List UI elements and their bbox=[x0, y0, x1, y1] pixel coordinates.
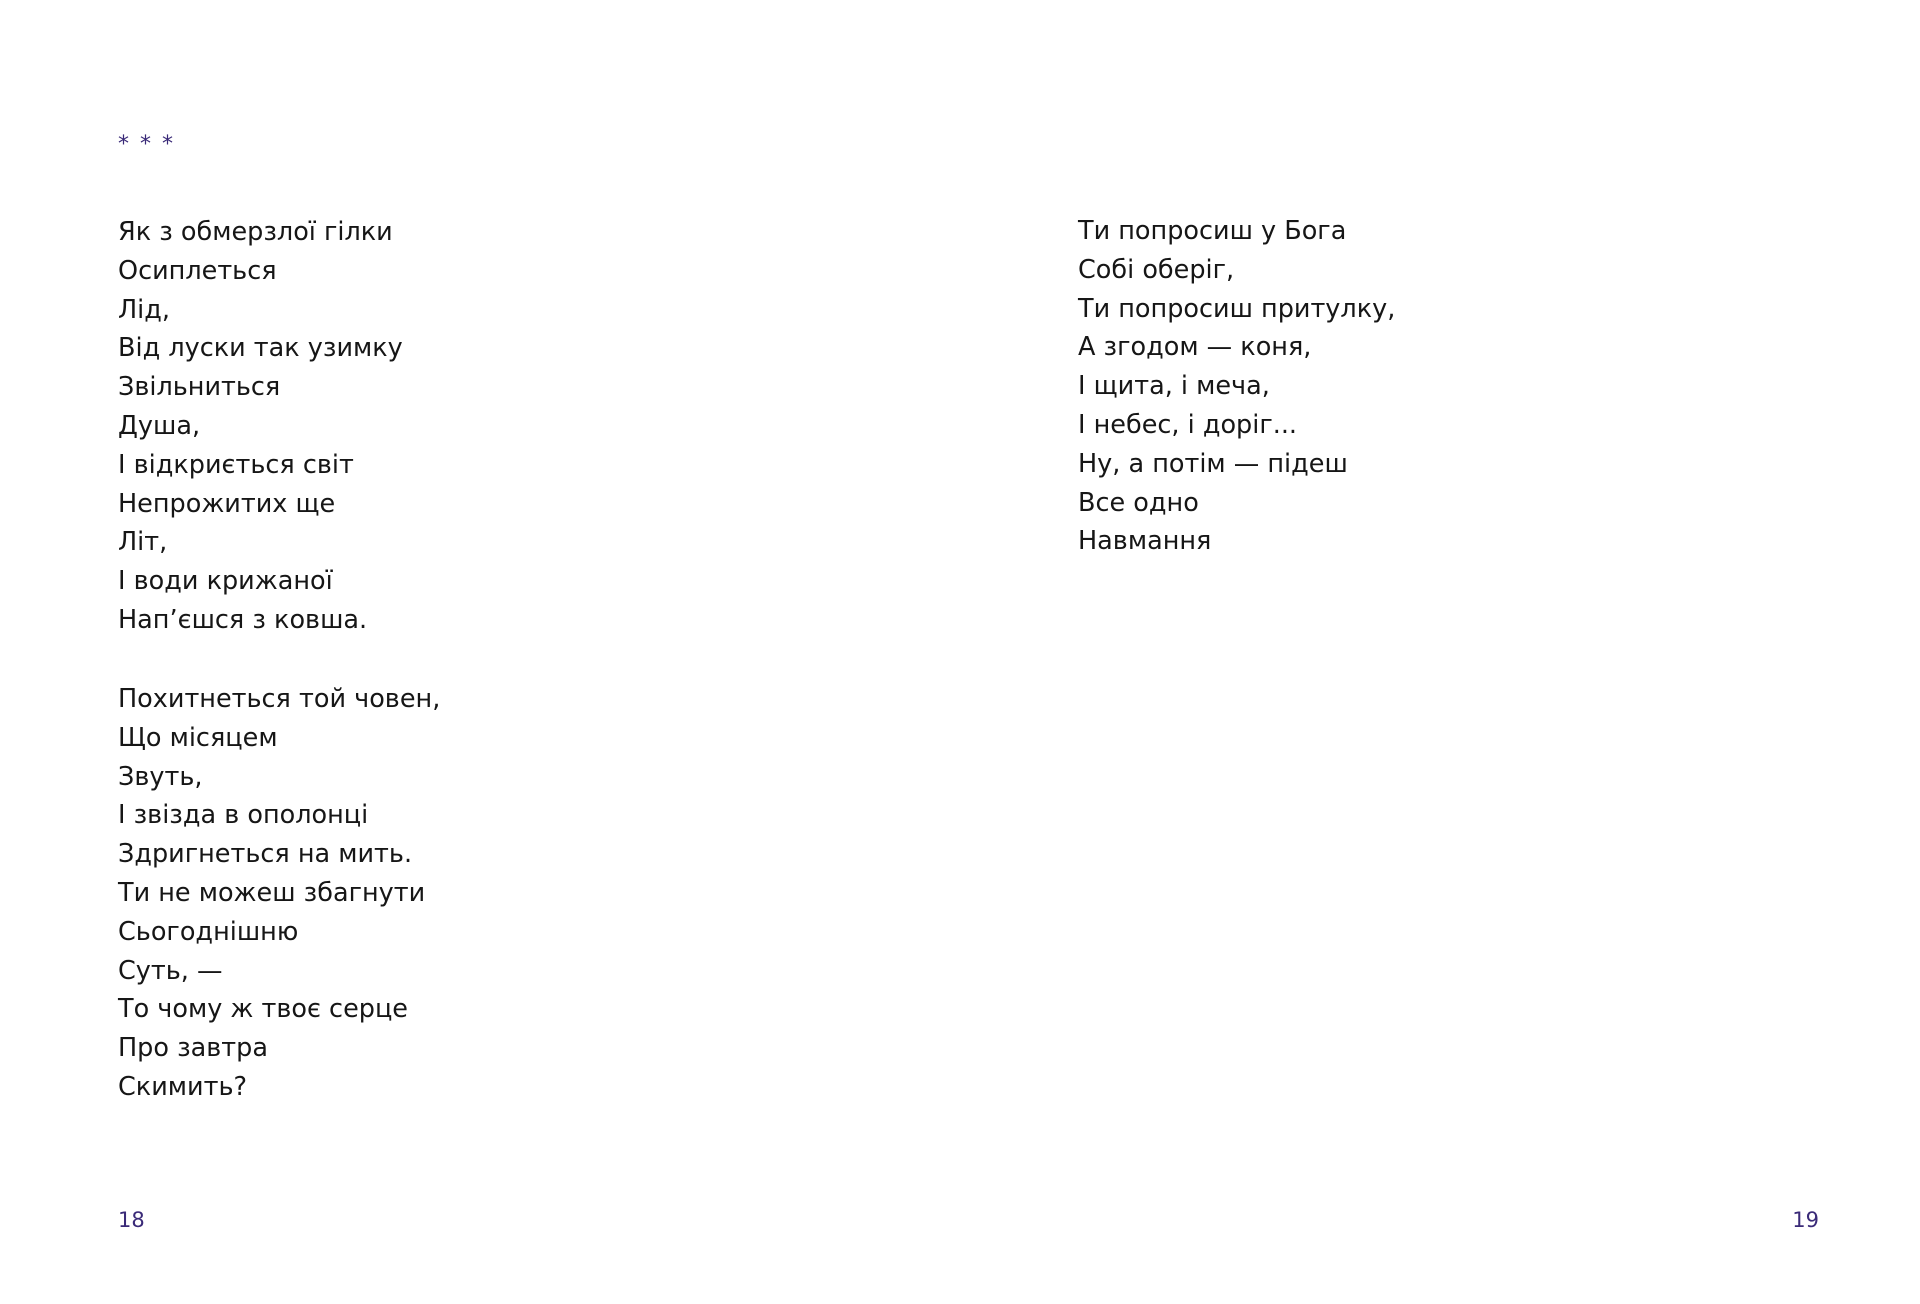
poem-line: Про завтра bbox=[118, 1033, 268, 1064]
poem-line: І звізда в ополонці bbox=[118, 800, 369, 831]
poem-stanza-2 bbox=[118, 680, 440, 1107]
poem-line: Що місяцем bbox=[118, 722, 278, 753]
poem-line: І відкриється світ bbox=[118, 449, 354, 480]
poem-line: Сьогоднішню bbox=[118, 916, 299, 947]
page-number-right: 19 bbox=[1792, 1208, 1819, 1232]
poem-line: Звуть, bbox=[118, 761, 203, 792]
poem-line: Звільниться bbox=[118, 372, 281, 403]
poem-line: Осиплеться bbox=[118, 255, 277, 286]
poem-line: Ти попросиш у Бога bbox=[1078, 216, 1347, 246]
poem-line: І щита, і меча, bbox=[1078, 371, 1270, 402]
poem-line: Похитнеться той човен, bbox=[118, 684, 441, 714]
poem-line: Скимить? bbox=[118, 1071, 248, 1102]
poem-line: Все одно bbox=[1078, 487, 1199, 518]
poem-line: Здригнеться на мить. bbox=[118, 839, 413, 870]
page-number-left: 18 bbox=[118, 1208, 145, 1232]
poem-line: Ти не можеш збагнути bbox=[118, 877, 426, 908]
poem-line: А згодом — коня, bbox=[1078, 332, 1312, 363]
poem-line: І небес, і доріг... bbox=[1078, 409, 1298, 440]
poem-line: Ти попросиш притулку, bbox=[1078, 293, 1396, 324]
poem-line: Ну, а потім — підеш bbox=[1078, 448, 1348, 479]
poem-line: Лід, bbox=[118, 294, 170, 325]
poem-line: І води крижаної bbox=[118, 566, 333, 597]
poem-line: Собі оберіг, bbox=[1078, 254, 1235, 285]
section-divider-asterisks: * * * bbox=[118, 132, 175, 157]
poem-line: То чому ж твоє серце bbox=[118, 994, 408, 1025]
poem-line: Нап’єшся з ковша. bbox=[118, 604, 368, 635]
poem-stanza-3 bbox=[1078, 212, 1395, 561]
poem-stanza-1 bbox=[118, 213, 403, 640]
poem-line: Душа, bbox=[118, 410, 201, 441]
poem-line: Суть, — bbox=[118, 955, 223, 986]
right-page bbox=[960, 0, 1920, 1304]
poem-line: Від луски так узимку bbox=[118, 333, 403, 364]
poem-line: Як з обмерзлої гілки bbox=[118, 217, 393, 247]
poem-line: Навмання bbox=[1078, 526, 1212, 557]
poem-line: Непрожитих ще bbox=[118, 488, 336, 519]
poem-line: Літ, bbox=[118, 527, 168, 558]
